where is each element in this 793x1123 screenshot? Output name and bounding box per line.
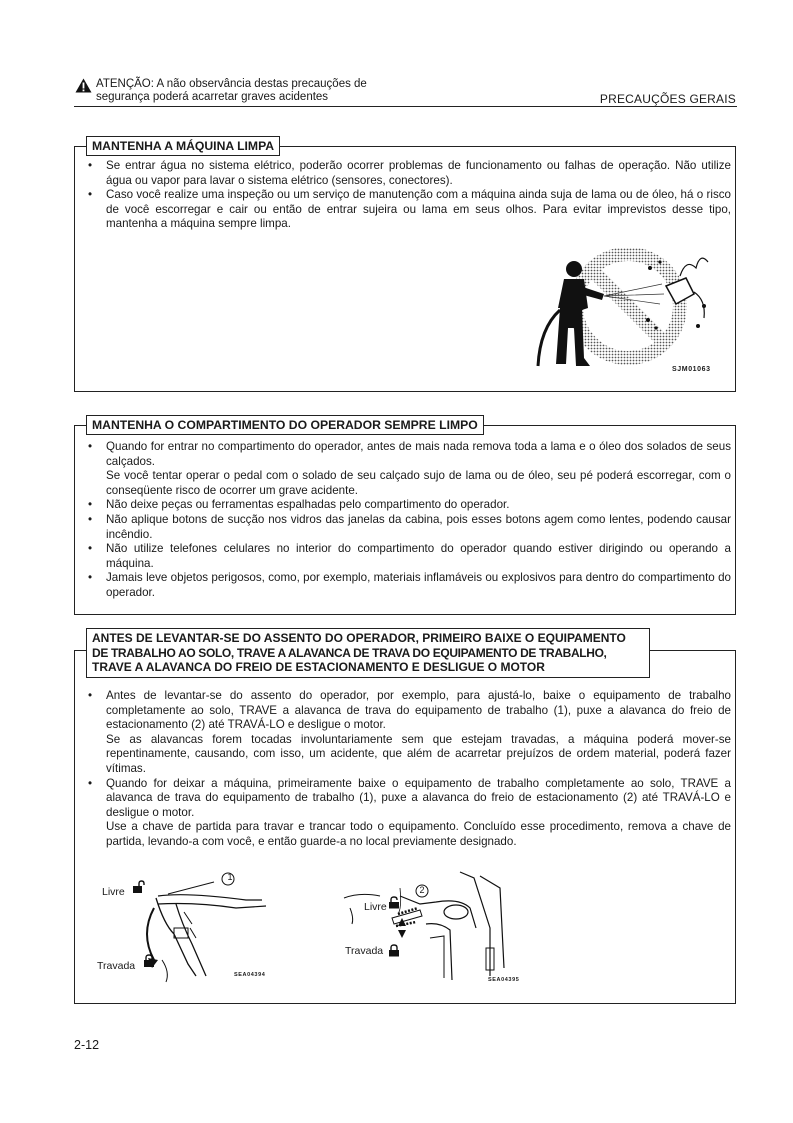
locked-padlock-icon	[143, 954, 155, 968]
label-travada-right: Travada	[345, 945, 384, 957]
section-title-keep-machine-clean: MANTENHA A MÁQUINA LIMPA	[86, 136, 280, 156]
section2-bullets	[76, 440, 731, 601]
figure-code-right: SEA04395	[488, 977, 520, 983]
parking-brake-illustration	[340, 868, 520, 984]
list-item: • Quando for deixar a máquina, primeiramente baixe o equipamento de trabalho completamente ao solo, TRAVE a alavanca de trava do equipamento de trabalho (1), puxe a alavanca do freio de estacionamento (2) até TRAVÁ-LO e desligue o motor. Use a chave de partida para travar e trancar todo o equipamento. Concluído esse procedimento, remova a chave de partida, levando-a com você, e então guarde-a no local previamente designado.	[76, 777, 731, 850]
unlocked-padlock-icon	[132, 880, 145, 894]
label-livre-right: Livre	[364, 901, 387, 913]
label-travada-left: Travada	[97, 960, 136, 972]
list-item: • Antes de levantar-se do assento do operador, por exemplo, para ajustá-lo, baixe o equipamento de trabalho completamente ao solo, TRAVE a alavanca de trava do equipamento de trabalho (1), puxe a alavanca do freio de estacionamento (2) até TRAVÁ-LO e desligue o motor. Se as alavancas forem tocadas involuntariamente sem que estejam travadas, a máquina poderá mover-se repentinamente, causando, com isso, um acidente, que além de acarretar prejuízos de ordem material, poderá fazer vítimas.	[76, 689, 731, 777]
header-warning-line1: ATENÇÃO: A não observância destas precauções de	[96, 78, 367, 90]
list-item: • Caso você realize uma inspeção ou um serviço de manutenção com a máquina ainda suja de lama ou de óleo, há o risco de você escorregar e cair ou então de entrar sujeira ou lama em seus olhos. Para evitar imprevistos desse tipo, mantenha a máquina sempre limpa.	[76, 188, 731, 232]
section-title-before-leaving-seat: ANTES DE LEVANTAR-SE DO ASSENTO DO OPERADOR, PRIMEIRO BAIXE O EQUIPAMENTO DE TRABALHO AO SOLO, TRAVE A ALAVANCA DE TRAVA DO EQUIPAMENTO DE TRABALHO, TRAVE A ALAVANCA DO FREIO DE ESTACIONAMENTO E DESLIGUE O MOTOR	[86, 628, 650, 678]
label-livre-left: Livre	[102, 886, 125, 898]
list-item: • Não deixe peças ou ferramentas espalhadas pelo compartimento do operador.	[76, 498, 731, 513]
locked-padlock-icon	[388, 944, 400, 957]
callout-1: 1	[227, 872, 233, 882]
figure-code: SJM01063	[672, 366, 711, 373]
list-item: • Não aplique botons de sucção nos vidros das janelas da cabina, pois esses botons agem como lentes, podendo causar incêndio.	[76, 513, 731, 542]
list-item: • Jamais leve objetos perigosos, como, por exemplo, materiais inflamáveis ou explosivos para dentro do compartimento do operador.	[76, 571, 731, 600]
warning-triangle-icon	[75, 78, 92, 93]
figure-code-left: SEA04394	[234, 972, 266, 978]
section1-bullets	[76, 159, 731, 232]
page-number: 2-12	[74, 1038, 100, 1052]
list-item: • Não utilize telefones celulares no interior do compartimento do operador quando estiver dirigindo ou operando a máquina.	[76, 542, 731, 571]
header-rule	[74, 106, 737, 107]
section-title-keep-cab-clean: MANTENHA O COMPARTIMENTO DO OPERADOR SEMPRE LIMPO	[86, 415, 484, 435]
section3-bullets	[76, 689, 731, 850]
washing-prohibited-illustration	[530, 248, 722, 376]
unlocked-padlock-icon	[388, 896, 400, 909]
header-section-title: PRECAUÇÕES GERAIS	[599, 92, 736, 106]
list-item: • Quando for entrar no compartimento do operador, antes de mais nada remova toda a lama e o óleo dos solados de seus calçados. Se você tentar operar o pedal com o solado de seu calçado sujo de lama ou de óleo, seu pé poderá escorregar, com o conseqüente risco de ocorrer um grave acidente.	[76, 440, 731, 498]
list-item: • Se entrar água no sistema elétrico, poderão ocorrer problemas de funcionamento ou falhas de operação. Não utilize água ou vapor para lavar o sistema elétrico (sensores, conectores).	[76, 159, 731, 188]
header-warning	[75, 78, 405, 104]
callout-2: 2	[419, 885, 425, 895]
header-warning-line2: segurança poderá acarretar graves acidentes	[96, 91, 329, 103]
